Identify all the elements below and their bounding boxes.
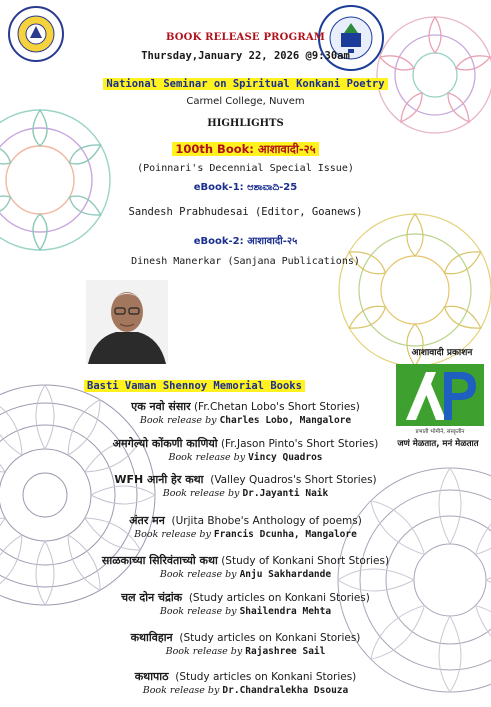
book-description: (Study articles on Konkani Stories) [182, 592, 370, 604]
hundredth-book-subtitle: (Poinnari's Decennial Special Issue) [137, 163, 354, 174]
memorial-book-title [0, 553, 491, 568]
book-title-konkani: चल दोन चंद्रांक [121, 591, 183, 604]
releaser-name: Dr.Jayanti Naik [242, 488, 329, 499]
book-title-konkani: अमगेल्यो कोंकणी काणियो [112, 437, 218, 450]
seminar-title: National Seminar on Spiritual Konkani Poetry [103, 78, 387, 90]
book-description: (Study of Konkani Short Stories) [217, 555, 390, 567]
releaser-name: Rajashree Sail [245, 646, 326, 657]
releaser-name: Francis Dcunha, Mangalore [213, 529, 357, 540]
release-label: Book release by [162, 488, 240, 499]
publisher-tagline-small: प्रभाती भोमीने, संस्कृतीन [415, 429, 465, 435]
book-title-konkani: कथाविहान [130, 631, 173, 644]
releaser-name: Vincy Quadros [248, 452, 323, 463]
releaser-name: Shailendra Mehta [239, 606, 332, 617]
book-description: (Fr.Chetan Lobo's Short Stories) [190, 401, 360, 413]
hundredth-book-title: 100th Book: आशावादी-२५ [172, 142, 318, 156]
memorial-book-title [0, 669, 491, 684]
book-title-konkani: एक नवो संसार [131, 400, 191, 413]
publisher-name: आशावादी प्रकाशन [411, 348, 473, 358]
releaser-name: Charles Lobo, Mangalore [219, 415, 352, 426]
ebook-1-releaser: Sandesh Prabhudesai (Editor, Goanews) [128, 206, 363, 218]
ebook-1-title: eBook-1: ಆಶಾವಾದಿ-25 [193, 182, 298, 193]
book-release-line [0, 685, 491, 696]
memorial-book-title [0, 399, 491, 414]
memorial-book-title [0, 630, 491, 645]
program-title: BOOK RELEASE PROGRAM [165, 32, 326, 43]
book-release-line [0, 646, 491, 657]
book-release-line [0, 529, 491, 540]
release-label: Book release by [168, 452, 246, 463]
release-label: Book release by [142, 685, 220, 696]
release-label: Book release by [165, 646, 243, 657]
book-title-konkani: WFH आनी हेर कथा [114, 473, 204, 486]
memorial-books-heading: Basti Vaman Shennoy Memorial Books [84, 380, 305, 392]
book-release-line [0, 452, 491, 463]
book-title-konkani: अंतर मन [129, 514, 165, 527]
memorial-book-title [0, 436, 491, 451]
book-description: (Urjita Bhobe's Anthology of poems) [164, 515, 362, 527]
highlights-heading: HIGHLIGHTS [207, 118, 284, 129]
book-description: (Valley Quadros's Short Stories) [203, 474, 377, 486]
book-release-line [0, 569, 491, 580]
event-datetime: Thursday,January 22, 2026 @9:30am [141, 50, 350, 62]
releaser-name: Anju Sakhardande [239, 569, 332, 580]
book-release-line [0, 606, 491, 617]
book-title-konkani: साळकाच्या सिरिवंताच्यो कथा [101, 554, 218, 567]
memorial-book-title [0, 513, 491, 528]
book-title-konkani: कथापाठ [134, 670, 169, 683]
book-release-line [0, 488, 491, 499]
portrait-photo [86, 280, 168, 364]
publisher-tagline: जणं मेळतात, मनं मेळतात [397, 439, 479, 449]
release-label: Book release by [159, 569, 237, 580]
memorial-book-title [0, 590, 491, 605]
releaser-name: Dr.Chandralekha Dsouza [222, 685, 349, 696]
book-release-line [0, 415, 491, 426]
release-label: Book release by [139, 415, 217, 426]
release-label: Book release by [134, 529, 211, 540]
venue: Carmel College, Nuvem [186, 96, 305, 107]
ebook-2-releaser: Dinesh Manerkar (Sanjana Publications) [131, 256, 360, 267]
book-description: (Study articles on Konkani Stories) [168, 671, 357, 683]
book-description: (Fr.Jason Pinto's Short Stories) [217, 438, 379, 450]
release-label: Book release by [159, 606, 237, 617]
memorial-book-title [0, 472, 491, 487]
person-portrait-icon [86, 280, 168, 364]
ebook-2-title: eBook-2: आशावादी-२५ [193, 236, 298, 247]
book-description: (Study articles on Konkani Stories) [172, 632, 361, 644]
